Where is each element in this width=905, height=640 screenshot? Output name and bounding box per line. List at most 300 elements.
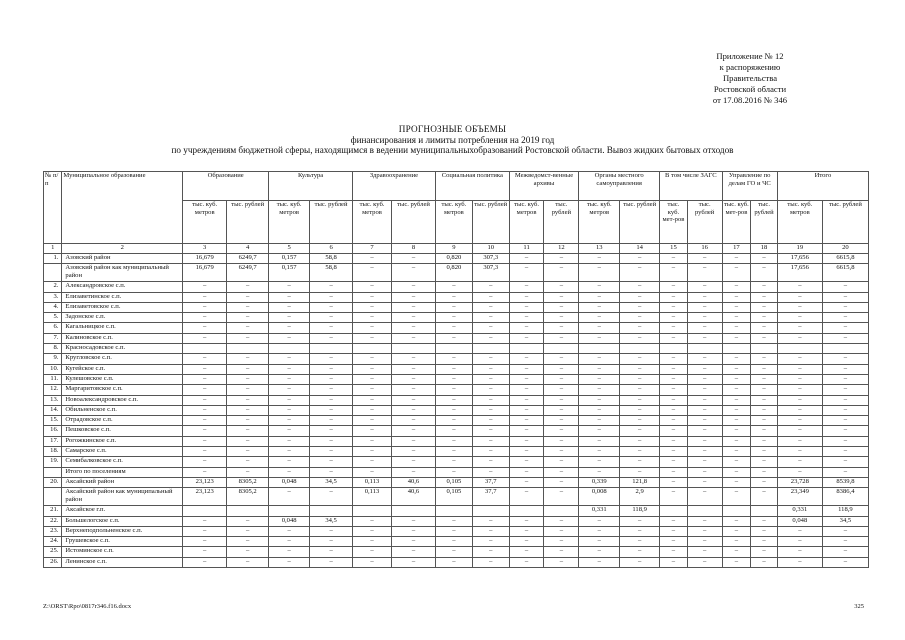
value-cell: – <box>620 516 660 526</box>
value-cell: 23,123 <box>183 477 227 487</box>
table-row <box>44 313 869 323</box>
value-cell: – <box>472 516 509 526</box>
column-number: 12 <box>544 244 579 254</box>
value-cell: – <box>269 333 310 343</box>
value-cell <box>391 344 435 354</box>
value-cell <box>353 506 392 516</box>
value-cell <box>472 344 509 354</box>
value-cell: 16,679 <box>183 254 227 264</box>
value-cell: – <box>391 467 435 477</box>
value-cell: – <box>310 537 353 547</box>
value-cell: – <box>509 436 544 446</box>
value-cell: 0,113 <box>353 477 392 487</box>
value-cell: – <box>722 264 751 282</box>
table-row <box>44 416 869 426</box>
value-cell: – <box>620 405 660 415</box>
value-cell: – <box>227 292 269 302</box>
value-cell: – <box>822 426 868 436</box>
value-cell: – <box>722 405 751 415</box>
value-cell: – <box>620 395 660 405</box>
value-cell: – <box>472 547 509 557</box>
value-cell: – <box>822 282 868 292</box>
value-cell: – <box>269 292 310 302</box>
value-cell: – <box>472 526 509 536</box>
row-number: 2. <box>44 282 62 292</box>
value-cell: – <box>687 416 722 426</box>
value-cell: – <box>822 313 868 323</box>
header-group: Здравоохранение <box>353 172 436 201</box>
header-sub: тыс. куб. метров <box>183 201 227 244</box>
value-cell: 307,3 <box>472 264 509 282</box>
row-number: 4. <box>44 302 62 312</box>
value-cell: – <box>183 333 227 343</box>
value-cell: 0,339 <box>579 477 620 487</box>
value-cell: – <box>544 292 579 302</box>
value-cell: – <box>777 447 822 457</box>
value-cell: – <box>509 547 544 557</box>
municipality-name: Кулешовское с.п. <box>62 374 183 384</box>
value-cell: – <box>544 323 579 333</box>
appendix-line: Ростовской области <box>713 83 787 94</box>
row-number <box>44 467 62 477</box>
value-cell: – <box>353 405 392 415</box>
value-cell: – <box>822 405 868 415</box>
header-municipality: Муниципальное образование <box>62 172 183 244</box>
value-cell: – <box>687 333 722 343</box>
row-number: 19. <box>44 457 62 467</box>
value-cell: – <box>751 405 778 415</box>
value-cell: – <box>472 557 509 567</box>
value-cell: – <box>579 436 620 446</box>
value-cell: – <box>751 447 778 457</box>
value-cell: 37,7 <box>472 488 509 506</box>
value-cell: 8305,2 <box>227 488 269 506</box>
value-cell: – <box>687 426 722 436</box>
value-cell: – <box>660 292 688 302</box>
municipality-name: Калиновское с.п. <box>62 333 183 343</box>
value-cell: – <box>660 447 688 457</box>
value-cell: – <box>269 436 310 446</box>
value-cell: – <box>269 364 310 374</box>
value-cell: – <box>777 302 822 312</box>
column-number: 9 <box>435 244 472 254</box>
column-number: 11 <box>509 244 544 254</box>
header-sub: тыс. куб. метров <box>579 201 620 244</box>
value-cell: 118,9 <box>620 506 660 516</box>
value-cell: – <box>544 354 579 364</box>
value-cell: – <box>269 323 310 333</box>
value-cell: 16,679 <box>183 264 227 282</box>
header-sub: тыс. рублей <box>544 201 579 244</box>
value-cell <box>822 344 868 354</box>
value-cell: – <box>660 333 688 343</box>
header-sub: тыс. рублей <box>687 201 722 244</box>
value-cell: – <box>353 313 392 323</box>
value-cell: – <box>620 302 660 312</box>
value-cell: – <box>751 385 778 395</box>
table-row <box>44 292 869 302</box>
municipality-name: Кагальницкое с.п. <box>62 323 183 333</box>
value-cell: – <box>435 447 472 457</box>
column-number: 16 <box>687 244 722 254</box>
value-cell: – <box>472 426 509 436</box>
header-sub: тыс. куб. метров <box>269 201 310 244</box>
column-number: 2 <box>62 244 183 254</box>
value-cell: – <box>687 282 722 292</box>
value-cell: – <box>269 467 310 477</box>
value-cell <box>579 344 620 354</box>
value-cell: – <box>509 416 544 426</box>
value-cell: – <box>822 447 868 457</box>
value-cell: – <box>544 374 579 384</box>
table-row <box>44 477 869 487</box>
row-number: 17. <box>44 436 62 446</box>
value-cell: – <box>227 364 269 374</box>
value-cell: 6615,8 <box>822 264 868 282</box>
header-group: Социальная политика <box>435 172 509 201</box>
value-cell: – <box>472 364 509 374</box>
value-cell: – <box>509 477 544 487</box>
value-cell: – <box>722 374 751 384</box>
value-cell: – <box>310 526 353 536</box>
value-cell: – <box>544 557 579 567</box>
value-cell: – <box>777 292 822 302</box>
value-cell: – <box>777 405 822 415</box>
value-cell: – <box>227 426 269 436</box>
value-cell: – <box>435 395 472 405</box>
value-cell: – <box>579 426 620 436</box>
value-cell: – <box>660 374 688 384</box>
value-cell: – <box>183 323 227 333</box>
value-cell: – <box>227 313 269 323</box>
table-row <box>44 323 869 333</box>
value-cell: – <box>687 547 722 557</box>
value-cell: – <box>722 516 751 526</box>
value-cell: – <box>722 467 751 477</box>
value-cell: 118,9 <box>822 506 868 516</box>
value-cell: – <box>822 323 868 333</box>
value-cell: – <box>544 477 579 487</box>
value-cell: – <box>509 282 544 292</box>
value-cell: – <box>822 374 868 384</box>
value-cell: – <box>310 426 353 436</box>
value-cell: – <box>777 354 822 364</box>
value-cell: 8539,8 <box>822 477 868 487</box>
value-cell: – <box>353 364 392 374</box>
value-cell: – <box>777 416 822 426</box>
value-cell: – <box>472 416 509 426</box>
value-cell: – <box>722 313 751 323</box>
column-number-row <box>44 244 869 254</box>
value-cell: – <box>353 467 392 477</box>
column-number: 10 <box>472 244 509 254</box>
column-number: 19 <box>777 244 822 254</box>
value-cell <box>310 344 353 354</box>
value-cell: – <box>687 405 722 415</box>
value-cell: 58,8 <box>310 254 353 264</box>
value-cell: – <box>687 537 722 547</box>
value-cell: – <box>660 477 688 487</box>
value-cell: – <box>544 364 579 374</box>
value-cell: – <box>183 547 227 557</box>
row-number: 3. <box>44 292 62 302</box>
value-cell: – <box>687 457 722 467</box>
value-cell: – <box>579 395 620 405</box>
value-cell: – <box>722 447 751 457</box>
value-cell: – <box>227 457 269 467</box>
value-cell: – <box>722 526 751 536</box>
table-row <box>44 282 869 292</box>
value-cell: – <box>391 302 435 312</box>
value-cell: – <box>687 292 722 302</box>
value-cell: – <box>509 447 544 457</box>
value-cell: – <box>579 354 620 364</box>
limits-table <box>43 171 869 568</box>
header-sub: тыс. куб. метров <box>777 201 822 244</box>
value-cell: – <box>435 333 472 343</box>
value-cell: – <box>509 302 544 312</box>
value-cell <box>620 344 660 354</box>
value-cell: – <box>777 467 822 477</box>
municipality-name: Азовский район как муниципальный район <box>62 264 183 282</box>
title-sub: финансирования и лимиты потребления на 2019 год <box>350 134 555 145</box>
value-cell: – <box>687 374 722 384</box>
table-row <box>44 467 869 477</box>
value-cell: – <box>310 292 353 302</box>
value-cell: – <box>579 364 620 374</box>
value-cell: – <box>579 374 620 384</box>
value-cell: – <box>227 467 269 477</box>
header-sub: тыс. рублей <box>751 201 778 244</box>
value-cell: – <box>435 302 472 312</box>
value-cell: – <box>620 385 660 395</box>
value-cell: 23,123 <box>183 488 227 506</box>
value-cell: 121,8 <box>620 477 660 487</box>
value-cell <box>751 344 778 354</box>
value-cell: 8386,4 <box>822 488 868 506</box>
value-cell: – <box>183 354 227 364</box>
header-group: Управление по делам ГО и ЧС <box>722 172 777 201</box>
row-number: 25. <box>44 547 62 557</box>
row-number: 7. <box>44 333 62 343</box>
municipality-name: Верхнеподпольненское с.п. <box>62 526 183 536</box>
value-cell: – <box>391 292 435 302</box>
table-row <box>44 506 869 516</box>
value-cell: – <box>777 547 822 557</box>
value-cell: – <box>620 416 660 426</box>
header-sub: тыс. куб. метров <box>353 201 392 244</box>
value-cell: – <box>620 354 660 364</box>
table-row <box>44 385 869 395</box>
value-cell: – <box>310 385 353 395</box>
table-body <box>44 244 869 568</box>
value-cell: – <box>544 385 579 395</box>
municipality-name: Рогожкинское с.п. <box>62 436 183 446</box>
municipality-name: Красносадовское с.п. <box>62 344 183 354</box>
value-cell: – <box>822 436 868 446</box>
value-cell: – <box>227 385 269 395</box>
value-cell <box>722 506 751 516</box>
value-cell <box>435 506 472 516</box>
header-group: Итого <box>777 172 868 201</box>
value-cell: – <box>435 364 472 374</box>
value-cell: – <box>620 374 660 384</box>
value-cell: – <box>777 364 822 374</box>
value-cell <box>183 506 227 516</box>
value-cell: – <box>751 364 778 374</box>
municipality-name: Новоалександровское с.п. <box>62 395 183 405</box>
value-cell: 307,3 <box>472 254 509 264</box>
table-row <box>44 354 869 364</box>
value-cell: – <box>353 264 392 282</box>
municipality-name: Аксайское г.п. <box>62 506 183 516</box>
value-cell: – <box>722 364 751 374</box>
value-cell: – <box>751 467 778 477</box>
value-cell: – <box>509 488 544 506</box>
value-cell: 0,048 <box>777 516 822 526</box>
value-cell: 0,048 <box>269 477 310 487</box>
value-cell: – <box>472 333 509 343</box>
value-cell <box>544 506 579 516</box>
value-cell <box>544 344 579 354</box>
value-cell: – <box>620 436 660 446</box>
value-cell: – <box>391 264 435 282</box>
value-cell: 0,105 <box>435 477 472 487</box>
value-cell: – <box>687 526 722 536</box>
value-cell: 0,157 <box>269 264 310 282</box>
value-cell: – <box>660 282 688 292</box>
value-cell: – <box>183 416 227 426</box>
value-cell: – <box>391 313 435 323</box>
value-cell: – <box>722 416 751 426</box>
value-cell: – <box>544 254 579 264</box>
value-cell <box>227 506 269 516</box>
value-cell <box>509 506 544 516</box>
value-cell: – <box>509 516 544 526</box>
value-cell: – <box>822 292 868 302</box>
value-cell: – <box>509 374 544 384</box>
value-cell: – <box>227 282 269 292</box>
value-cell: – <box>660 364 688 374</box>
header-group: Межведомст-венные архивы <box>509 172 579 201</box>
value-cell: – <box>687 467 722 477</box>
municipality-name: Грушевское с.п. <box>62 537 183 547</box>
value-cell: – <box>472 537 509 547</box>
value-cell: – <box>472 447 509 457</box>
column-number: 7 <box>353 244 392 254</box>
value-cell: – <box>544 488 579 506</box>
value-cell <box>472 506 509 516</box>
value-cell: – <box>183 313 227 323</box>
value-cell: – <box>472 292 509 302</box>
value-cell <box>660 344 688 354</box>
value-cell: 0,048 <box>269 516 310 526</box>
value-cell: – <box>391 323 435 333</box>
value-cell: – <box>687 436 722 446</box>
value-cell: – <box>509 254 544 264</box>
value-cell: – <box>751 488 778 506</box>
municipality-name: Семибалковское с.п. <box>62 457 183 467</box>
value-cell: – <box>544 537 579 547</box>
header-sub: тыс. куб. метров <box>509 201 544 244</box>
value-cell: – <box>391 547 435 557</box>
value-cell: – <box>269 282 310 292</box>
value-cell: – <box>544 313 579 323</box>
value-cell: – <box>435 323 472 333</box>
value-cell: – <box>310 547 353 557</box>
value-cell: – <box>227 537 269 547</box>
value-cell <box>687 344 722 354</box>
value-cell: – <box>227 395 269 405</box>
value-cell <box>777 344 822 354</box>
value-cell: – <box>353 354 392 364</box>
value-cell: – <box>579 385 620 395</box>
value-cell <box>269 506 310 516</box>
value-cell: – <box>777 436 822 446</box>
value-cell <box>353 344 392 354</box>
value-cell: – <box>687 477 722 487</box>
value-cell: – <box>751 516 778 526</box>
value-cell: – <box>722 385 751 395</box>
value-cell: – <box>269 557 310 567</box>
row-number: 26. <box>44 557 62 567</box>
value-cell: – <box>751 302 778 312</box>
value-cell: – <box>227 302 269 312</box>
value-cell: – <box>509 537 544 547</box>
value-cell: – <box>435 405 472 415</box>
table-row <box>44 526 869 536</box>
value-cell: – <box>310 467 353 477</box>
row-number: 23. <box>44 526 62 536</box>
value-cell: – <box>472 323 509 333</box>
appendix-line: к распоряжению <box>719 61 781 72</box>
value-cell: – <box>660 385 688 395</box>
column-number: 20 <box>822 244 868 254</box>
value-cell: – <box>269 447 310 457</box>
value-cell: – <box>509 395 544 405</box>
municipality-name: Кругловское с.п. <box>62 354 183 364</box>
table-row <box>44 364 869 374</box>
value-cell: 17,656 <box>777 264 822 282</box>
value-cell: – <box>687 254 722 264</box>
value-cell: – <box>353 416 392 426</box>
municipality-name: Самарское с.п. <box>62 447 183 457</box>
value-cell: – <box>183 467 227 477</box>
row-number: 12. <box>44 385 62 395</box>
value-cell: – <box>472 457 509 467</box>
header-sub: тыс. рублей <box>822 201 868 244</box>
table-row <box>44 436 869 446</box>
row-number: 14. <box>44 405 62 415</box>
value-cell: – <box>544 264 579 282</box>
value-cell: – <box>751 436 778 446</box>
value-cell: – <box>620 467 660 477</box>
value-cell: – <box>687 385 722 395</box>
value-cell: – <box>687 516 722 526</box>
value-cell: – <box>660 467 688 477</box>
value-cell: – <box>353 254 392 264</box>
value-cell: – <box>269 354 310 364</box>
value-cell: – <box>620 323 660 333</box>
value-cell: – <box>579 405 620 415</box>
value-cell: – <box>751 264 778 282</box>
header-sub: тыс. рублей <box>472 201 509 244</box>
value-cell: – <box>822 467 868 477</box>
value-cell: – <box>435 457 472 467</box>
table-row <box>44 405 869 415</box>
column-number: 13 <box>579 244 620 254</box>
value-cell <box>183 344 227 354</box>
